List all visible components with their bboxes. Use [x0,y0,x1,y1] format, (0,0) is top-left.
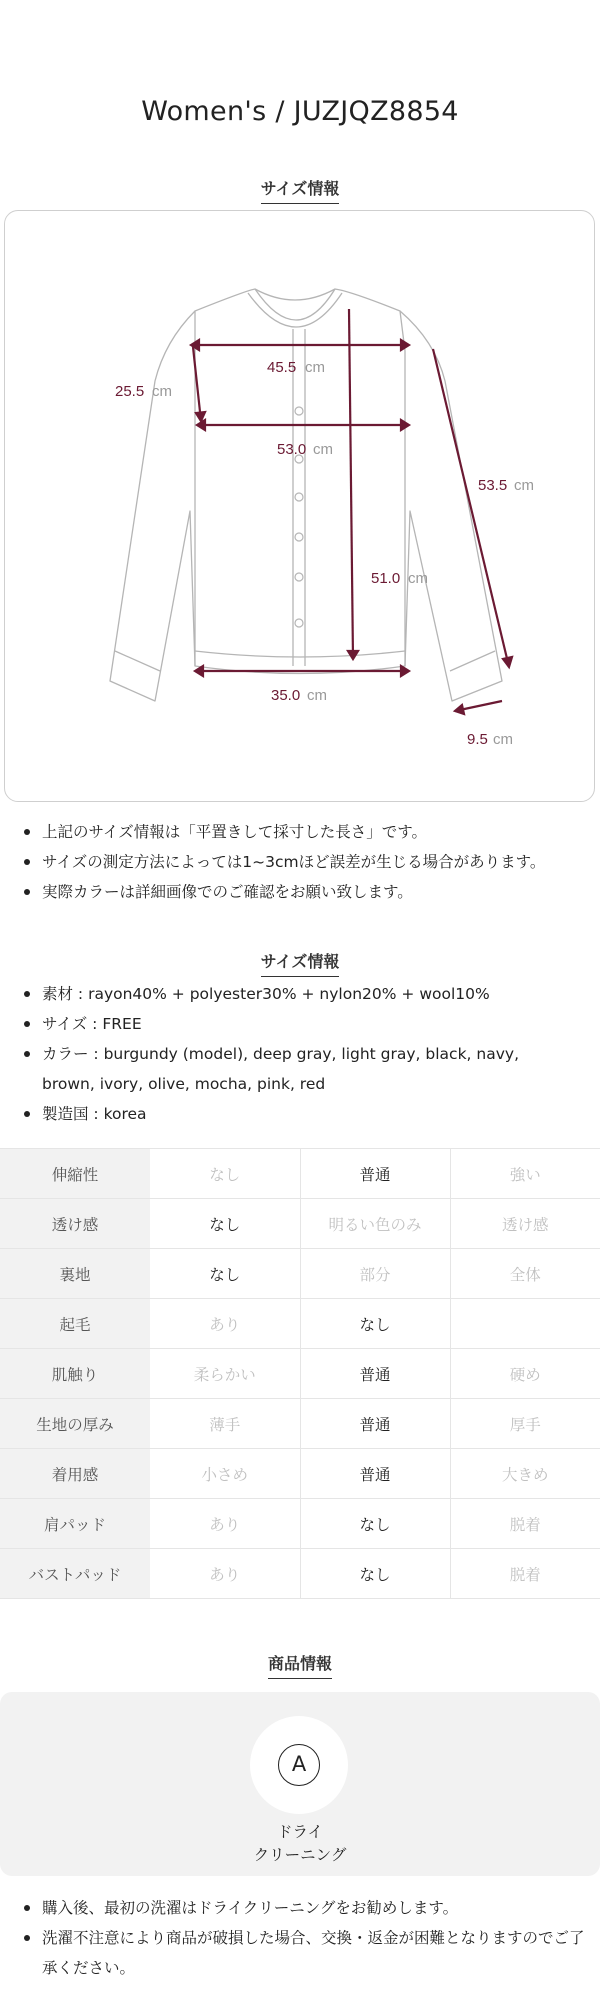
table-row [0,1549,600,1599]
spec-option: あり [150,1549,300,1599]
armhole-value: 25.5 [115,383,145,400]
spec-option: なし [150,1199,300,1249]
spec-option: 普通 [300,1349,450,1399]
spec-row-label: 裏地 [0,1249,150,1299]
spec-option: 明るい色のみ [300,1199,450,1249]
cuff-unit: cm [493,731,513,748]
size-diagram [4,210,595,802]
spec-row-label: バストパッド [0,1549,150,1599]
table-row [0,1349,600,1399]
care-label-line2: クリーニング [253,1846,347,1864]
spec-option: 薄手 [150,1399,300,1449]
list-item: 素材 : rayon40% + polyester30% + nylon20% + wool10% [20,979,590,1009]
material-list [20,979,590,1129]
shoulder-unit: cm [305,359,325,376]
spec-option: なし [300,1549,450,1599]
chest-unit: cm [313,441,333,458]
spec-option: 厚手 [450,1399,600,1449]
cuff-value: 9.5 [467,731,488,748]
spec-option: 硬め [450,1349,600,1399]
product-info-heading: 商品情報 [0,1651,600,1679]
list-item: 洗濯不注意により商品が破損した場合、交換・返金が困難となりますのでご了承ください。 [20,1923,590,1983]
list-item: 製造国 : korea [20,1099,590,1129]
list-item: 実際カラーは詳細画像でのご確認をお願い致します。 [20,877,590,907]
spec-option: 柔らかい [150,1349,300,1399]
spec-option: 脱着 [450,1499,600,1549]
spec-option: 強い [450,1149,600,1199]
care-notes [20,1893,590,1983]
spec-option: 大きめ [450,1449,600,1499]
list-item: カラー : burgundy (model), deep gray, light gray, black, navy, brown, ivory, olive, mocha, pink, red [20,1039,520,1099]
length-unit: cm [408,570,428,587]
material-heading: サイズ情報 [0,949,600,977]
cardigan-diagram-icon [5,211,596,803]
spec-option [450,1299,600,1349]
list-item: サイズ : FREE [20,1009,590,1039]
hem-value: 35.0 [271,687,301,704]
chest-value: 53.0 [277,441,307,458]
spec-option: 全体 [450,1249,600,1299]
spec-row-label: 生地の厚み [0,1399,150,1449]
spec-option: 部分 [300,1249,450,1299]
spec-option: なし [300,1299,450,1349]
hem-unit: cm [307,687,327,704]
armhole-unit: cm [152,383,172,400]
spec-row-label: 透け感 [0,1199,150,1249]
spec-row-label: 肩パッド [0,1499,150,1549]
list-item: 上記のサイズ情報は「平置きして採寸した長さ」です。 [20,817,590,847]
care-panel [0,1692,600,1876]
list-item: 購入後、最初の洗濯はドライクリーニングをお勧めします。 [20,1893,590,1923]
sleeve-value: 53.5 [478,477,508,494]
sleeve-unit: cm [514,477,534,494]
size-notes [20,817,590,907]
table-row [0,1299,600,1349]
spec-option: あり [150,1499,300,1549]
table-row [0,1399,600,1449]
spec-option: 普通 [300,1399,450,1449]
spec-row-label: 肌触り [0,1349,150,1399]
spec-option: 普通 [300,1449,450,1499]
table-row [0,1149,600,1199]
spec-row-label: 起毛 [0,1299,150,1349]
spec-option: なし [150,1249,300,1299]
dry-clean-icon: A [250,1716,348,1814]
table-row [0,1199,600,1249]
table-row [0,1449,600,1499]
spec-option: 透け感 [450,1199,600,1249]
spec-table [0,1148,600,1599]
spec-option: なし [300,1499,450,1549]
table-row [0,1499,600,1549]
size-info-heading: サイズ情報 [0,176,600,204]
product-title: Women's / JUZJQZ8854 [141,96,459,127]
spec-row-label: 着用感 [0,1449,150,1499]
spec-option: 小さめ [150,1449,300,1499]
list-item: サイズの測定方法によっては1~3cmほど誤差が生じる場合があります。 [20,847,590,877]
spec-option: あり [150,1299,300,1349]
spec-option: 普通 [300,1149,450,1199]
spec-option: なし [150,1149,300,1199]
spec-option: 脱着 [450,1549,600,1599]
table-row [0,1249,600,1299]
length-value: 51.0 [371,570,401,587]
care-label-line1: ドライ [276,1823,324,1841]
shoulder-value: 45.5 [267,359,297,376]
spec-row-label: 伸縮性 [0,1149,150,1199]
